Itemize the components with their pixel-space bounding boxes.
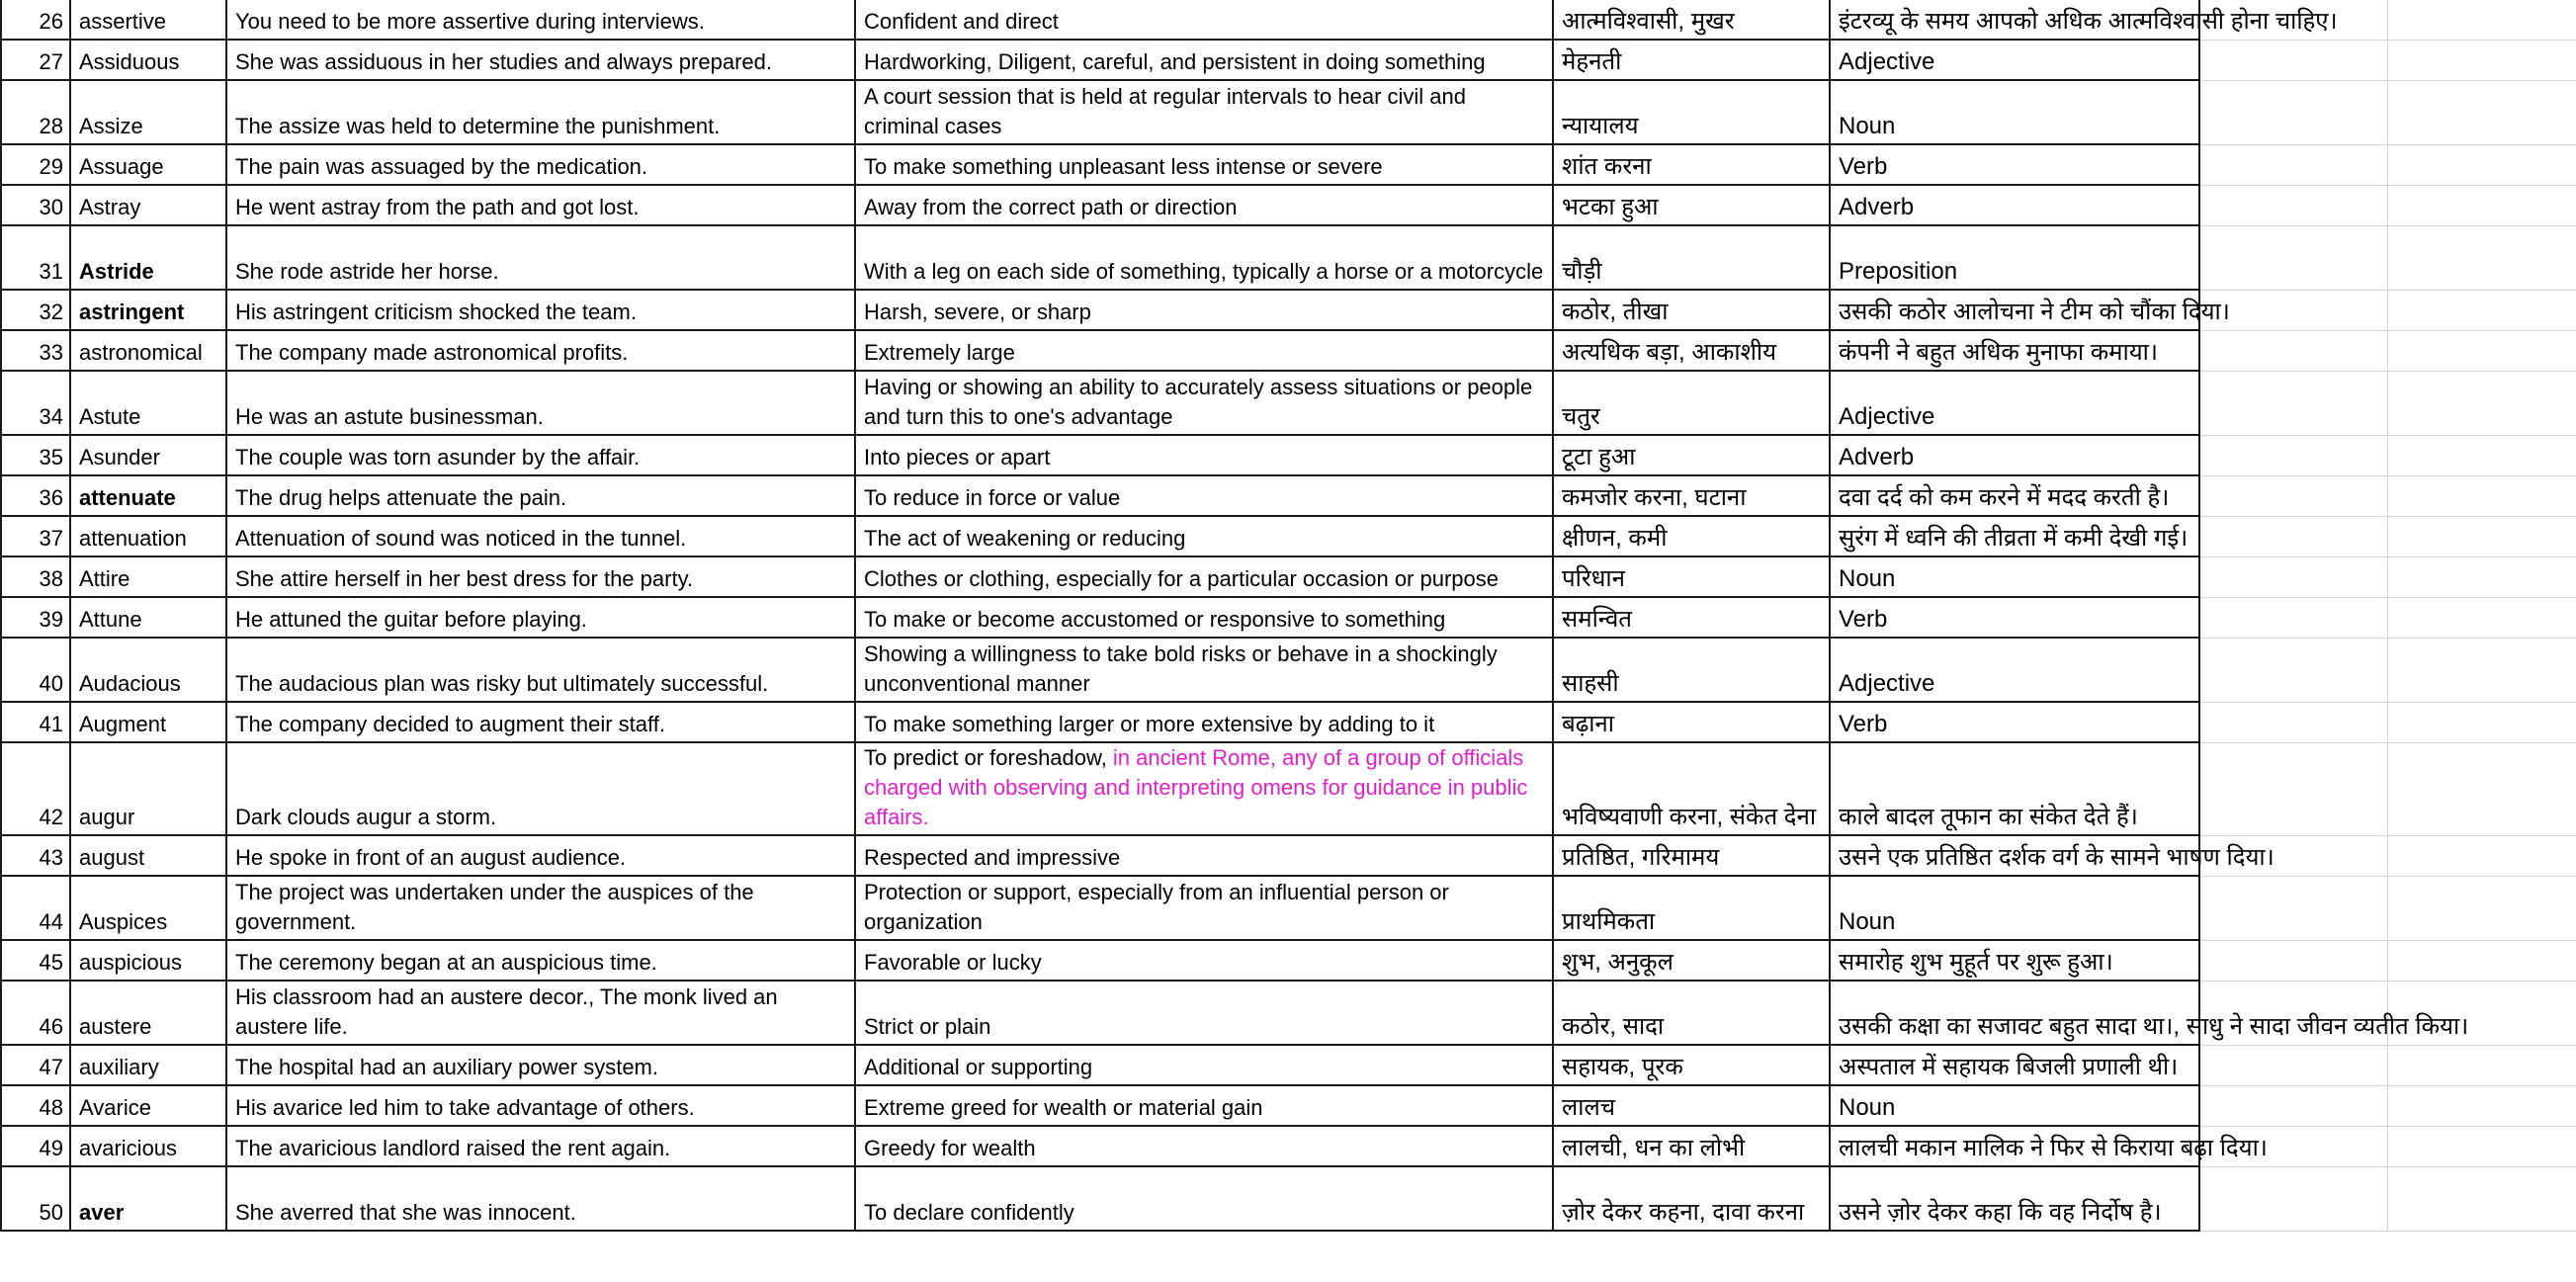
- hindi-meaning-cell[interactable]: शांत करना: [1553, 144, 1830, 185]
- empty-cell[interactable]: [2387, 80, 2576, 144]
- empty-cell[interactable]: [2387, 185, 2576, 225]
- hindi-meaning-cell[interactable]: अत्यधिक बड़ा, आकाशीय: [1553, 330, 1830, 371]
- word-cell[interactable]: aver: [70, 1166, 226, 1231]
- meaning-cell[interactable]: [855, 742, 1553, 835]
- table-row: [1, 475, 2576, 516]
- part-of-speech-or-translation-cell[interactable]: Verb: [1830, 597, 2199, 638]
- example-sentence-cell[interactable]: The ceremony began at an auspicious time.: [226, 940, 855, 981]
- meaning-cell[interactable]: [855, 80, 1553, 144]
- row-number-cell[interactable]: 26: [1, 0, 70, 40]
- row-number-cell[interactable]: 39: [1, 597, 70, 638]
- part-of-speech-or-translation-cell[interactable]: Preposition: [1830, 225, 2199, 290]
- empty-cell[interactable]: [2387, 475, 2576, 516]
- example-sentence-cell[interactable]: She was assiduous in her studies and always prepared.: [226, 40, 855, 80]
- row-number-cell[interactable]: 49: [1, 1126, 70, 1166]
- example-sentence-cell[interactable]: He attuned the guitar before playing.: [226, 597, 855, 638]
- word-cell[interactable]: attenuation: [70, 516, 226, 556]
- word-cell[interactable]: avaricious: [70, 1126, 226, 1166]
- part-of-speech-or-translation-cell[interactable]: लालची मकान मालिक ने फिर से किराया बढ़ा दिया।: [1830, 1126, 2199, 1166]
- word-cell[interactable]: auxiliary: [70, 1045, 226, 1085]
- empty-cell[interactable]: [2387, 876, 2576, 940]
- hindi-meaning-cell[interactable]: न्यायालय: [1553, 80, 1830, 144]
- example-sentence-cell[interactable]: She attire herself in her best dress for the party.: [226, 556, 855, 597]
- meaning-highlighted-text: in ancient Rome, any of a group of officials charged with observing and interpreting omens for guidance in public affairs.: [864, 745, 1528, 829]
- empty-cell[interactable]: [2199, 1045, 2387, 1085]
- empty-cell[interactable]: [2199, 475, 2387, 516]
- meaning-cell[interactable]: [855, 1126, 1553, 1166]
- example-sentence-cell[interactable]: The project was undertaken under the auspices of the government.: [226, 876, 855, 940]
- hindi-meaning-cell[interactable]: कमजोर करना, घटाना: [1553, 475, 1830, 516]
- row-number-cell[interactable]: 29: [1, 144, 70, 185]
- table-row: [1, 144, 2576, 185]
- row-number-cell[interactable]: 47: [1, 1045, 70, 1085]
- part-of-speech-or-translation-cell[interactable]: Adjective: [1830, 371, 2199, 435]
- table-row: [1, 1045, 2576, 1085]
- empty-cell[interactable]: [2199, 556, 2387, 597]
- meaning-text: The act of weakening or reducing: [864, 526, 1186, 551]
- meaning-cell[interactable]: [855, 225, 1553, 290]
- hindi-meaning-cell[interactable]: साहसी: [1553, 638, 1830, 702]
- part-of-speech-or-translation-cell[interactable]: काले बादल तूफान का संकेत देते हैं।: [1830, 742, 2199, 835]
- example-sentence-cell[interactable]: Dark clouds augur a storm.: [226, 742, 855, 835]
- meaning-cell[interactable]: [855, 1045, 1553, 1085]
- meaning-text: To predict or foreshadow,: [864, 745, 1113, 770]
- hindi-meaning-cell[interactable]: कठोर, सादा: [1553, 981, 1830, 1045]
- row-number-cell[interactable]: 41: [1, 702, 70, 742]
- example-sentence-cell[interactable]: The hospital had an auxiliary power system.: [226, 1045, 855, 1085]
- meaning-text: To reduce in force or value: [864, 485, 1121, 510]
- example-sentence-cell[interactable]: The drug helps attenuate the pain.: [226, 475, 855, 516]
- meaning-cell[interactable]: [855, 185, 1553, 225]
- empty-cell[interactable]: [2199, 225, 2387, 290]
- empty-cell[interactable]: [2199, 638, 2387, 702]
- example-sentence-cell[interactable]: His astringent criticism shocked the team.: [226, 290, 855, 330]
- row-number-cell[interactable]: 33: [1, 330, 70, 371]
- part-of-speech-or-translation-cell[interactable]: Noun: [1830, 876, 2199, 940]
- row-number-cell[interactable]: 46: [1, 981, 70, 1045]
- word-cell[interactable]: austere: [70, 981, 226, 1045]
- table-row: [1, 80, 2576, 144]
- row-number-cell[interactable]: 30: [1, 185, 70, 225]
- empty-cell[interactable]: [2387, 597, 2576, 638]
- empty-cell[interactable]: [2387, 638, 2576, 702]
- part-of-speech-or-translation-cell[interactable]: उसने एक प्रतिष्ठित दर्शक वर्ग के सामने भाषण दिया।: [1830, 835, 2199, 876]
- hindi-meaning-cell[interactable]: प्राथमिकता: [1553, 876, 1830, 940]
- table-row: [1, 742, 2576, 835]
- meaning-text: To make something unpleasant less intense or severe: [864, 154, 1383, 179]
- meaning-text: Clothes or clothing, especially for a particular occasion or purpose: [864, 566, 1499, 591]
- meaning-cell[interactable]: [855, 940, 1553, 981]
- row-number-cell[interactable]: 48: [1, 1085, 70, 1126]
- example-sentence-cell[interactable]: The assize was held to determine the punishment.: [226, 80, 855, 144]
- empty-cell[interactable]: [2387, 1045, 2576, 1085]
- row-number-cell[interactable]: 31: [1, 225, 70, 290]
- row-number-cell[interactable]: 36: [1, 475, 70, 516]
- meaning-text: Protection or support, especially from an influential person or organization: [864, 880, 1449, 934]
- example-sentence-cell[interactable]: The company made astronomical profits.: [226, 330, 855, 371]
- hindi-meaning-cell[interactable]: शुभ, अनुकूल: [1553, 940, 1830, 981]
- hindi-meaning-cell[interactable]: सहायक, पूरक: [1553, 1045, 1830, 1085]
- table-row: [1, 1126, 2576, 1166]
- part-of-speech-or-translation-cell[interactable]: उसने ज़ोर देकर कहा कि वह निर्दोष है।: [1830, 1166, 2199, 1231]
- empty-cell[interactable]: [2199, 185, 2387, 225]
- meaning-cell[interactable]: [855, 371, 1553, 435]
- row-number-cell[interactable]: 38: [1, 556, 70, 597]
- part-of-speech-or-translation-cell[interactable]: उसकी कक्षा का सजावट बहुत सादा था।, साधु ने सादा जीवन व्यतीत किया।: [1830, 981, 2199, 1045]
- meaning-text: Having or showing an ability to accurately assess situations or people and turn this to one's advantage: [864, 375, 1533, 429]
- row-number-cell[interactable]: 35: [1, 435, 70, 475]
- row-number-cell[interactable]: 37: [1, 516, 70, 556]
- empty-cell[interactable]: [2387, 1085, 2576, 1126]
- meaning-cell[interactable]: [855, 290, 1553, 330]
- meaning-text: Harsh, severe, or sharp: [864, 299, 1091, 324]
- table-row: [1, 981, 2576, 1045]
- table-row: [1, 0, 2576, 40]
- part-of-speech-or-translation-cell[interactable]: Adverb: [1830, 185, 2199, 225]
- hindi-meaning-cell[interactable]: आत्मविश्वासी, मुखर: [1553, 0, 1830, 40]
- empty-cell[interactable]: [2199, 1166, 2387, 1231]
- meaning-text: Into pieces or apart: [864, 445, 1051, 470]
- word-cell[interactable]: Astride: [70, 225, 226, 290]
- meaning-cell[interactable]: [855, 40, 1553, 80]
- table-row: [1, 835, 2576, 876]
- part-of-speech-or-translation-cell[interactable]: इंटरव्यू के समय आपको अधिक आत्मविश्वासी होना चाहिए।: [1830, 0, 2199, 40]
- part-of-speech-or-translation-cell[interactable]: सुरंग में ध्वनि की तीव्रता में कमी देखी गई।: [1830, 516, 2199, 556]
- word-cell[interactable]: Assuage: [70, 144, 226, 185]
- empty-cell[interactable]: [2387, 1126, 2576, 1166]
- part-of-speech-or-translation-cell[interactable]: उसकी कठोर आलोचना ने टीम को चौंका दिया।: [1830, 290, 2199, 330]
- example-sentence-cell[interactable]: The pain was assuaged by the medication.: [226, 144, 855, 185]
- meaning-cell[interactable]: [855, 1085, 1553, 1126]
- example-sentence-cell[interactable]: The audacious plan was risky but ultimately successful.: [226, 638, 855, 702]
- meaning-text: Extremely large: [864, 340, 1015, 365]
- table-row: [1, 876, 2576, 940]
- empty-cell[interactable]: [2387, 516, 2576, 556]
- meaning-cell[interactable]: [855, 144, 1553, 185]
- hindi-meaning-cell[interactable]: चतुर: [1553, 371, 1830, 435]
- word-cell[interactable]: assertive: [70, 0, 226, 40]
- meaning-text: Confident and direct: [864, 9, 1059, 34]
- meaning-cell[interactable]: [855, 330, 1553, 371]
- meaning-text: Greedy for wealth: [864, 1136, 1036, 1160]
- row-number-cell[interactable]: 45: [1, 940, 70, 981]
- word-cell[interactable]: attenuate: [70, 475, 226, 516]
- meaning-text: Hardworking, Diligent, careful, and persistent in doing something: [864, 49, 1486, 74]
- table-row: [1, 516, 2576, 556]
- hindi-meaning-cell[interactable]: चौड़ी: [1553, 225, 1830, 290]
- part-of-speech-or-translation-cell[interactable]: कंपनी ने बहुत अधिक मुनाफा कमाया।: [1830, 330, 2199, 371]
- table-row: [1, 40, 2576, 80]
- empty-cell[interactable]: [2199, 876, 2387, 940]
- meaning-text: Respected and impressive: [864, 845, 1121, 870]
- table-row: [1, 556, 2576, 597]
- table-row: [1, 1085, 2576, 1126]
- empty-cell[interactable]: [2199, 597, 2387, 638]
- meaning-text: To declare confidently: [864, 1200, 1074, 1225]
- empty-cell[interactable]: [2199, 330, 2387, 371]
- example-sentence-cell[interactable]: He went astray from the path and got lost.: [226, 185, 855, 225]
- word-cell[interactable]: Auspices: [70, 876, 226, 940]
- part-of-speech-or-translation-cell[interactable]: Noun: [1830, 80, 2199, 144]
- empty-cell[interactable]: [2199, 435, 2387, 475]
- part-of-speech-or-translation-cell[interactable]: Verb: [1830, 144, 2199, 185]
- word-cell[interactable]: Asunder: [70, 435, 226, 475]
- empty-cell[interactable]: [2387, 940, 2576, 981]
- hindi-meaning-cell[interactable]: मेहनती: [1553, 40, 1830, 80]
- meaning-text: Showing a willingness to take bold risks or behave in a shockingly unconventional manner: [864, 641, 1498, 696]
- table-row: [1, 702, 2576, 742]
- hindi-meaning-cell[interactable]: कठोर, तीखा: [1553, 290, 1830, 330]
- meaning-text: With a leg on each side of something, typically a horse or a motorcycle: [864, 259, 1544, 284]
- empty-cell[interactable]: [2387, 0, 2576, 40]
- word-cell[interactable]: august: [70, 835, 226, 876]
- hindi-meaning-cell[interactable]: प्रतिष्ठित, गरिमामय: [1553, 835, 1830, 876]
- hindi-meaning-cell[interactable]: ज़ोर देकर कहना, दावा करना: [1553, 1166, 1830, 1231]
- empty-cell[interactable]: [2387, 556, 2576, 597]
- example-sentence-cell[interactable]: The couple was torn asunder by the affair.: [226, 435, 855, 475]
- table-row: [1, 225, 2576, 290]
- part-of-speech-or-translation-cell[interactable]: Adjective: [1830, 40, 2199, 80]
- empty-cell[interactable]: [2199, 40, 2387, 80]
- table-row: [1, 290, 2576, 330]
- meaning-cell[interactable]: [855, 516, 1553, 556]
- word-cell[interactable]: Astray: [70, 185, 226, 225]
- hindi-meaning-cell[interactable]: समन्वित: [1553, 597, 1830, 638]
- row-number-cell[interactable]: 28: [1, 80, 70, 144]
- hindi-meaning-cell[interactable]: भविष्यवाणी करना, संकेत देना: [1553, 742, 1830, 835]
- part-of-speech-or-translation-cell[interactable]: Noun: [1830, 1085, 2199, 1126]
- meaning-cell[interactable]: [855, 1166, 1553, 1231]
- example-sentence-cell[interactable]: He spoke in front of an august audience.: [226, 835, 855, 876]
- example-sentence-cell[interactable]: You need to be more assertive during interviews.: [226, 0, 855, 40]
- meaning-text: Strict or plain: [864, 1014, 991, 1039]
- hindi-meaning-cell[interactable]: भटका हुआ: [1553, 185, 1830, 225]
- hindi-meaning-cell[interactable]: बढ़ाना: [1553, 702, 1830, 742]
- word-cell[interactable]: Augment: [70, 702, 226, 742]
- meaning-cell[interactable]: [855, 835, 1553, 876]
- table-row: [1, 185, 2576, 225]
- hindi-meaning-cell[interactable]: लालची, धन का लोभी: [1553, 1126, 1830, 1166]
- row-number-cell[interactable]: 40: [1, 638, 70, 702]
- hindi-meaning-cell[interactable]: टूटा हुआ: [1553, 435, 1830, 475]
- word-cell[interactable]: Attune: [70, 597, 226, 638]
- word-cell[interactable]: Audacious: [70, 638, 226, 702]
- example-sentence-cell[interactable]: The company decided to augment their staff.: [226, 702, 855, 742]
- table-row: [1, 1166, 2576, 1231]
- table-row: [1, 435, 2576, 475]
- empty-cell[interactable]: [2387, 144, 2576, 185]
- word-cell[interactable]: Avarice: [70, 1085, 226, 1126]
- empty-cell[interactable]: [2199, 940, 2387, 981]
- example-sentence-cell[interactable]: His avarice led him to take advantage of others.: [226, 1085, 855, 1126]
- hindi-meaning-cell[interactable]: लालच: [1553, 1085, 1830, 1126]
- word-cell[interactable]: Assize: [70, 80, 226, 144]
- meaning-text: Away from the correct path or direction: [864, 195, 1238, 219]
- empty-cell[interactable]: [2199, 144, 2387, 185]
- row-number-cell[interactable]: 50: [1, 1166, 70, 1231]
- part-of-speech-or-translation-cell[interactable]: दवा दर्द को कम करने में मदद करती है।: [1830, 475, 2199, 516]
- table-row: [1, 940, 2576, 981]
- part-of-speech-or-translation-cell[interactable]: Noun: [1830, 556, 2199, 597]
- word-cell[interactable]: astronomical: [70, 330, 226, 371]
- meaning-cell[interactable]: [855, 597, 1553, 638]
- empty-cell[interactable]: [2199, 516, 2387, 556]
- meaning-cell[interactable]: [855, 435, 1553, 475]
- row-number-cell[interactable]: 34: [1, 371, 70, 435]
- part-of-speech-or-translation-cell[interactable]: Verb: [1830, 702, 2199, 742]
- table-row: [1, 330, 2576, 371]
- example-sentence-cell[interactable]: She rode astride her horse.: [226, 225, 855, 290]
- meaning-cell[interactable]: [855, 475, 1553, 516]
- row-number-cell[interactable]: 43: [1, 835, 70, 876]
- empty-cell[interactable]: [2387, 1166, 2576, 1231]
- empty-cell[interactable]: [2387, 835, 2576, 876]
- word-cell[interactable]: Astute: [70, 371, 226, 435]
- empty-cell[interactable]: [2387, 742, 2576, 835]
- part-of-speech-or-translation-cell[interactable]: Adverb: [1830, 435, 2199, 475]
- hindi-meaning-cell[interactable]: परिधान: [1553, 556, 1830, 597]
- meaning-text: A court session that is held at regular intervals to hear civil and criminal cases: [864, 84, 1466, 138]
- hindi-meaning-cell[interactable]: क्षीणन, कमी: [1553, 516, 1830, 556]
- meaning-cell[interactable]: [855, 981, 1553, 1045]
- word-cell[interactable]: astringent: [70, 290, 226, 330]
- empty-cell[interactable]: [2387, 702, 2576, 742]
- row-number-cell[interactable]: 44: [1, 876, 70, 940]
- meaning-text: Favorable or lucky: [864, 950, 1042, 975]
- meaning-cell[interactable]: [855, 702, 1553, 742]
- row-number-cell[interactable]: 42: [1, 742, 70, 835]
- example-sentence-cell[interactable]: The avaricious landlord raised the rent again.: [226, 1126, 855, 1166]
- row-number-cell[interactable]: 27: [1, 40, 70, 80]
- part-of-speech-or-translation-cell[interactable]: समारोह शुभ मुहूर्त पर शुरू हुआ।: [1830, 940, 2199, 981]
- meaning-cell[interactable]: [855, 0, 1553, 40]
- part-of-speech-or-translation-cell[interactable]: अस्पताल में सहायक बिजली प्रणाली थी।: [1830, 1045, 2199, 1085]
- empty-cell[interactable]: [2387, 225, 2576, 290]
- empty-cell[interactable]: [2387, 330, 2576, 371]
- empty-cell[interactable]: [2199, 702, 2387, 742]
- meaning-cell[interactable]: [855, 638, 1553, 702]
- word-cell[interactable]: Attire: [70, 556, 226, 597]
- example-sentence-cell[interactable]: Attenuation of sound was noticed in the tunnel.: [226, 516, 855, 556]
- part-of-speech-or-translation-cell[interactable]: Adjective: [1830, 638, 2199, 702]
- example-sentence-cell[interactable]: She averred that she was innocent.: [226, 1166, 855, 1231]
- empty-cell[interactable]: [2387, 371, 2576, 435]
- empty-cell[interactable]: [2387, 40, 2576, 80]
- table-body: [1, 0, 2576, 1231]
- meaning-cell[interactable]: [855, 876, 1553, 940]
- word-cell[interactable]: augur: [70, 742, 226, 835]
- example-sentence-cell[interactable]: He was an astute businessman.: [226, 371, 855, 435]
- empty-cell[interactable]: [2387, 435, 2576, 475]
- table-row: [1, 638, 2576, 702]
- empty-cell[interactable]: [2199, 371, 2387, 435]
- table-row: [1, 597, 2576, 638]
- meaning-text: To make or become accustomed or responsive to something: [864, 607, 1446, 632]
- meaning-text: Extreme greed for wealth or material gain: [864, 1095, 1263, 1120]
- table-row: [1, 371, 2576, 435]
- empty-cell[interactable]: [2199, 742, 2387, 835]
- empty-cell[interactable]: [2199, 1085, 2387, 1126]
- empty-cell[interactable]: [2387, 290, 2576, 330]
- word-cell[interactable]: auspicious: [70, 940, 226, 981]
- meaning-text: Additional or supporting: [864, 1055, 1093, 1079]
- row-number-cell[interactable]: 32: [1, 290, 70, 330]
- word-cell[interactable]: Assiduous: [70, 40, 226, 80]
- meaning-cell[interactable]: [855, 556, 1553, 597]
- empty-cell[interactable]: [2199, 80, 2387, 144]
- example-sentence-cell[interactable]: His classroom had an austere decor., The monk lived an austere life.: [226, 981, 855, 1045]
- meaning-text: To make something larger or more extensive by adding to it: [864, 712, 1435, 736]
